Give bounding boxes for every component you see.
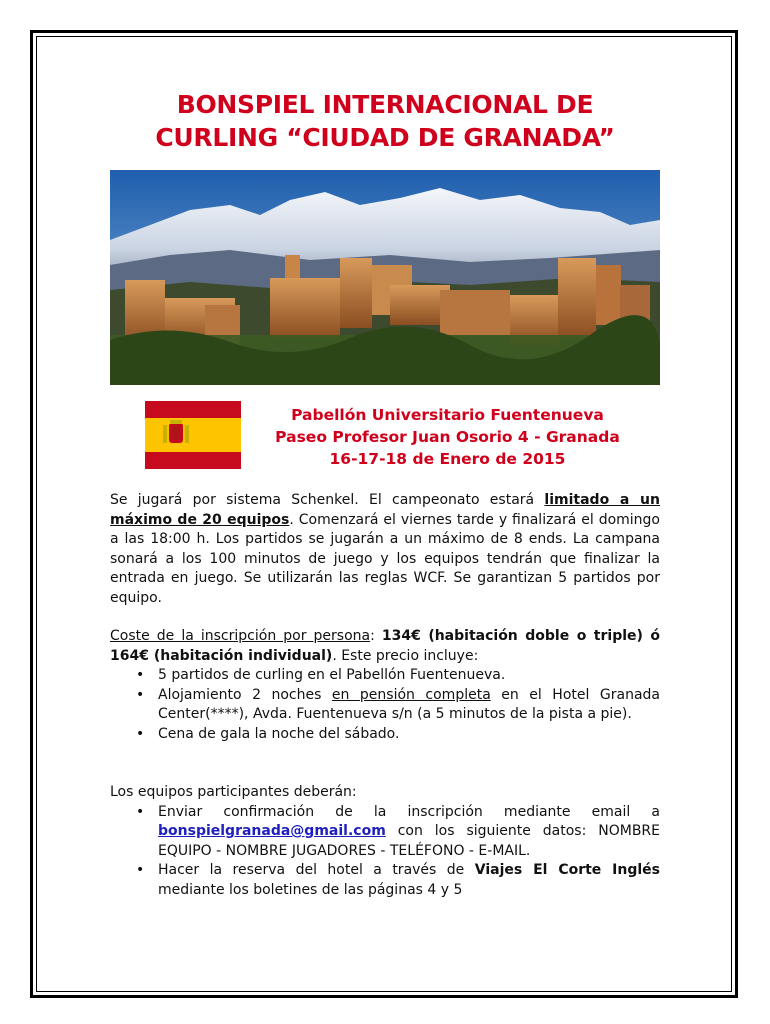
cost-includes-text: . Este precio incluye: <box>332 647 479 664</box>
list-item <box>158 861 660 900</box>
email-link[interactable]: bonspielgranada@gmail.com <box>158 823 386 839</box>
list-item: • 5 partidos de curling en el Pabellón Fuentenueva. <box>158 666 660 686</box>
list-item: • Cena de gala la noche del sábado. <box>158 725 660 745</box>
spain-flag <box>145 401 241 469</box>
required-data-text: con los siguiente datos: NOMBRE EQUIPO - NOMBRE JUGADORES - TELÉFONO - E-MAIL. <box>158 823 660 859</box>
email-instruction-text: Enviar confirmación de la inscripción mediante email a <box>158 803 660 820</box>
lodging-text-2: en el Hotel Granada Center(****), Avda. Fuentenueva s/n (a 5 minutos de la pista a pie). <box>158 686 660 722</box>
full-board-text: en pensión completa <box>331 686 491 703</box>
venue-name: Pabellón Universitario Fuentenueva <box>291 406 604 424</box>
alhambra-photo <box>110 170 660 385</box>
rules-text-1: Se jugará por sistema Schenkel. El campeonato estará <box>110 492 545 508</box>
list-item <box>158 686 660 725</box>
title-line-2: CURLING “CIUDAD DE GRANADA” <box>155 123 615 152</box>
venue-address: Paseo Profesor Juan Osorio 4 - Granada <box>275 428 620 446</box>
travel-agency-name: Viajes El Corte Inglés <box>474 862 661 878</box>
title-line-1: BONSPIEL INTERNACIONAL DE <box>176 90 594 119</box>
team-limit-text: limitado a un máximo de 20 equipos <box>110 492 660 528</box>
venue-info <box>245 404 650 470</box>
rules-text-2: . Comenzará el viernes tarde y finalizará el domingo a las 18:00 h. Los partidos se jugarán a un máximo de 8 ends. La campana sonará a los 100 minutos de juego y los equipos tendrán que finalizar la entrada en juego. Se utilizarán las reglas WCF. Se garantizan 5 partidos por equipo. <box>110 511 661 606</box>
list-item <box>158 803 660 862</box>
page-title <box>60 88 710 154</box>
booking-text-1: Hacer la reserva del hotel a través de <box>158 862 475 878</box>
cost-prices: 134€ (habitación doble o triple) ó 164€ (habitación individual) <box>110 628 661 664</box>
requirements-intro: Los equipos participantes deberán: <box>110 784 357 800</box>
included-list <box>110 666 660 744</box>
booking-text-2: mediante los boletines de las páginas 4 y 5 <box>158 881 463 898</box>
cost-heading: Coste de la inscripción por persona <box>110 628 371 644</box>
cost-colon: : <box>370 628 382 644</box>
event-dates: 16-17-18 de Enero de 2015 <box>329 450 566 468</box>
tournament-rules-paragraph <box>110 491 660 608</box>
registration-cost-section <box>110 627 660 744</box>
lodging-text-1: Alojamiento 2 noches <box>158 686 332 703</box>
participant-requirements-section <box>110 783 660 900</box>
requirements-list <box>110 803 660 901</box>
